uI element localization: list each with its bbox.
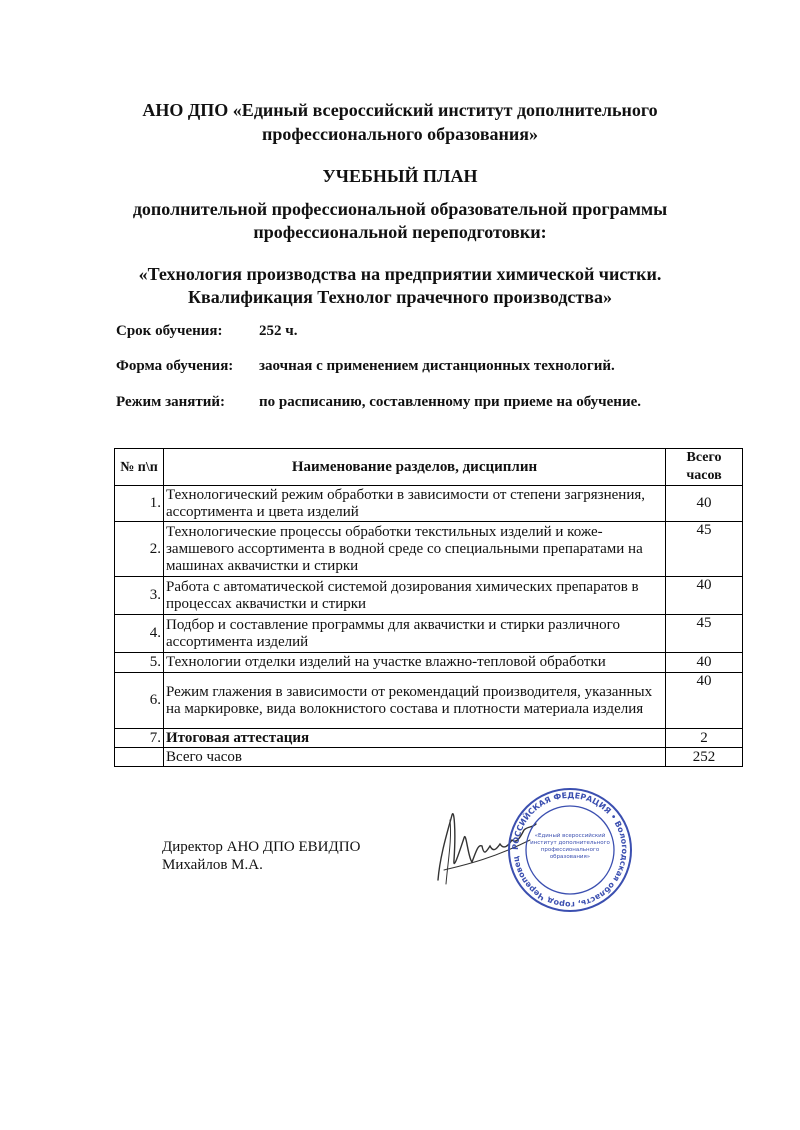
program-line-1: «Технология производства на предприятии химической чистки. [138,264,662,284]
table-row [115,673,743,729]
row-num: 4. [115,615,164,653]
svg-text:РОССИЙСКАЯ ФЕДЕРАЦИЯ • Вологод: РОССИЙСКАЯ ФЕДЕРАЦИЯ • Вологодская область, город Череповец [510,790,630,910]
table-row [115,522,743,577]
row-num: 3. [115,577,164,615]
director-signature-block [162,838,360,874]
subtitle-line-1: дополнительной профессиональной образовательной программы [132,199,668,219]
program-line-2: Квалификация Технолог прачечного производства» [188,287,612,307]
row-name: Всего часов [164,748,666,767]
table-row [115,486,743,522]
row-num: 5. [115,653,164,673]
organization-seal-stamp [505,785,635,915]
row-name: Подбор и составление программы для аквачистки и стирки различного ассортимента изделий [164,615,666,653]
row-name: Технологический режим обработки в зависимости от степени загрязнения, ассортимента и цвета изделий [164,486,666,522]
document-subtitle [60,198,740,244]
mode-row [116,394,641,411]
svg-text:профессионального: профессионального [540,847,600,853]
header-num: № п\п [115,449,164,486]
row-name: Работа с автоматической системой дозирования химических препаратов в процессах аквачистки и стирки [164,577,666,615]
org-line-1: АНО ДПО «Единый всероссийский институт дополнительного [142,100,658,120]
header-hours [666,449,743,486]
table-row [115,653,743,673]
mode-label: Режим занятий: [116,394,226,410]
row-hours: 40 [666,486,743,522]
row-hours: 40 [666,653,743,673]
document-title: УЧЕБНЫЙ ПЛАН [322,166,478,186]
row-hours: 40 [666,673,743,729]
form-row [116,358,615,375]
table-total-row [115,748,743,767]
row-hours: 45 [666,522,743,577]
row-num: 1. [115,486,164,522]
row-num: 2. [115,522,164,577]
row-name: Технологические процессы обработки текстильных изделий и коже-замшевого ассортимента в водной среде со специальными препаратами на машинах аквачистки и стирки [164,522,666,577]
row-num: 7. [115,729,164,748]
curriculum-table [114,448,743,767]
row-hours: 40 [666,577,743,615]
table-row [115,729,743,748]
duration-value: 252 ч. [259,323,298,339]
organization-name [60,98,740,146]
subtitle-line-2: профессиональной переподготовки: [253,222,547,242]
form-value: заочная с применением дистанционных технологий. [259,358,615,374]
header-hours-line-1: Всего [686,450,722,465]
mode-value: по расписанию, составленному при приеме на обучение. [259,394,641,410]
table-header-row [115,449,743,486]
svg-text:образования»: образования» [549,854,591,860]
row-num: 6. [115,673,164,729]
row-hours: 45 [666,615,743,653]
director-title: Директор АНО ДПО ЕВИДПО [162,839,361,855]
duration-row [116,323,298,340]
form-label: Форма обучения: [116,358,234,374]
row-name: Технологии отделки изделий на участке влажно-тепловой обработки [164,653,666,673]
org-line-2: профессионального образования» [261,124,539,144]
svg-text:«Единый всероссийский: «Единый всероссийский [534,833,606,839]
row-name: Итоговая аттестация [164,729,666,748]
row-name: Режим глажения в зависимости от рекомендаций производителя, указанных на маркировке, вида волокнистого состава и плотности материала изделия [164,673,666,729]
program-name [60,263,740,309]
header-hours-line-2: часов [686,468,722,483]
table-row [115,577,743,615]
svg-text:институт дополнительного: институт дополнительного [530,840,610,846]
row-hours: 252 [666,748,743,767]
director-name: Михайлов М.А. [162,857,263,873]
table-row [115,615,743,653]
header-name: Наименование разделов, дисциплин [164,449,666,486]
row-hours: 2 [666,729,743,748]
duration-label: Срок обучения: [116,323,223,339]
row-num [115,748,164,767]
